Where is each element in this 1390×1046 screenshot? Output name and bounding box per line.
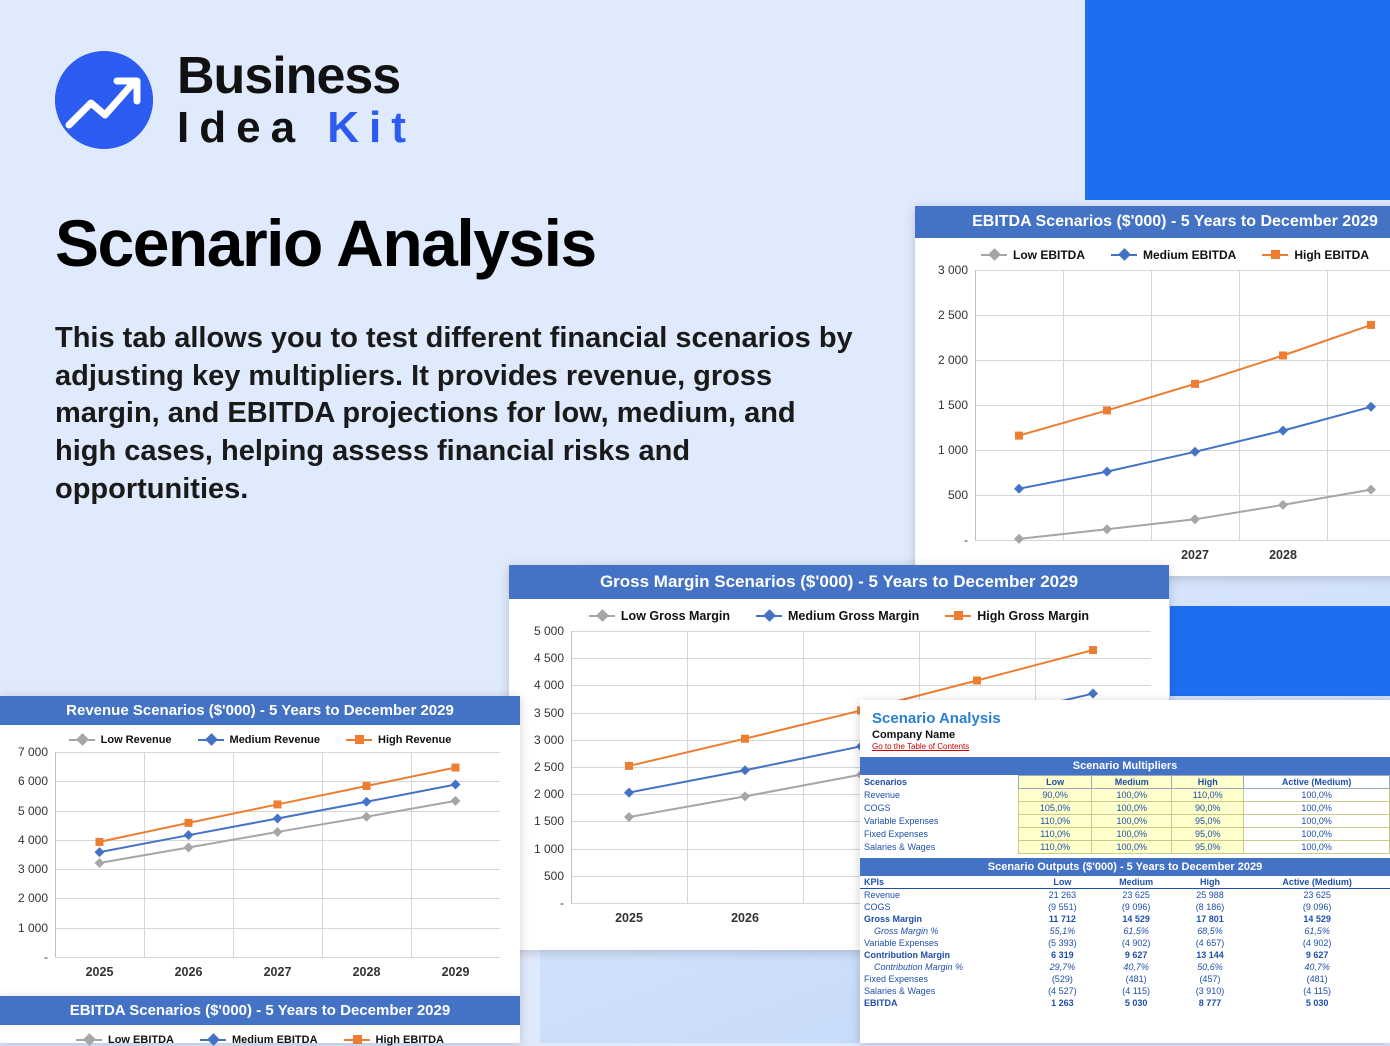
cell-low: 110,0%	[1019, 815, 1092, 828]
chart-plot-revenue	[17, 745, 500, 979]
cell-low: 1 263	[1051, 998, 1074, 1008]
legend-label-low: Low Gross Margin	[620, 609, 730, 623]
row-label: Contribution Margin %	[874, 962, 964, 972]
y-axis-tick-label: 1 500	[937, 398, 968, 412]
cell-active: 9 627	[1305, 950, 1329, 960]
row-label: Salaries & Wages	[864, 986, 936, 996]
cell-medium: (481)	[1125, 974, 1147, 984]
row-label: Fixed Expenses	[864, 829, 929, 839]
table-row	[860, 949, 1390, 961]
y-axis-tick-label: 500	[947, 488, 968, 502]
cell-medium: 100,0%	[1092, 789, 1172, 802]
y-axis-tick-label: 2 500	[533, 760, 564, 774]
cell-active: 14 529	[1303, 914, 1331, 924]
y-axis-tick-label: 3 500	[533, 705, 564, 720]
chart-series-layer	[55, 752, 500, 957]
cell-low: (5 393)	[1048, 938, 1077, 948]
row-label: Gross Margin %	[874, 926, 939, 936]
x-axis-tick-label: 2027	[1181, 548, 1209, 562]
chart-card-ebitda-large	[915, 206, 1390, 576]
cell-active: 23 625	[1303, 890, 1331, 900]
x-axis-tick-label: 2026	[731, 911, 759, 925]
cell-active: 100,0%	[1244, 841, 1390, 854]
x-axis-tick-label: 2028	[352, 965, 381, 979]
legend-swatch-medium	[200, 1039, 226, 1041]
legend-swatch-low	[981, 254, 1007, 256]
chart-plot-ebitda-large	[937, 263, 1390, 562]
table-row	[860, 828, 1390, 841]
y-axis-tick-label: 2 000	[937, 353, 968, 367]
chart-series-layer	[975, 270, 1390, 540]
multipliers-table	[860, 775, 1390, 854]
y-axis-tick-label: 3 000	[533, 732, 564, 747]
y-axis-tick-label: 6 000	[17, 774, 48, 789]
cell-active: (4 902)	[1302, 938, 1332, 948]
legend-label-low: Low EBITDA	[107, 1034, 174, 1046]
table-row	[860, 985, 1390, 997]
x-axis-tick-label: 2027	[263, 965, 292, 979]
chart-legend-ebitda-large	[915, 248, 1390, 262]
header-high: High	[1176, 876, 1245, 889]
cell-low: 21 263	[1048, 890, 1077, 900]
cell-active: (4 115)	[1303, 986, 1332, 996]
y-axis-tick-label: 4 000	[533, 678, 564, 693]
header-active: Active (Medium)	[1244, 776, 1390, 789]
legend-label-high: High Revenue	[378, 734, 452, 746]
cell-low: (4 527)	[1048, 986, 1077, 996]
cell-medium: (4 115)	[1122, 986, 1151, 996]
legend-item-low	[69, 734, 172, 746]
cell-low: 6 319	[1051, 950, 1074, 960]
y-axis-tick-label: 5 000	[533, 624, 564, 638]
cell-high: 95,0%	[1172, 815, 1244, 828]
legend-swatch-high	[344, 1039, 370, 1041]
y-axis-tick-label: 4 500	[533, 651, 564, 666]
legend-label-low: Low Revenue	[100, 734, 172, 746]
chart-card-revenue	[0, 696, 520, 996]
cell-low: 90,0%	[1019, 789, 1092, 802]
legend-label-low: Low EBITDA	[1012, 248, 1085, 262]
y-axis-tick-label: 7 000	[17, 745, 48, 759]
chart-legend-gross-margin	[509, 609, 1169, 623]
table-header-row	[860, 876, 1390, 889]
multipliers-band: Scenario Multipliers	[860, 757, 1390, 775]
y-axis-tick-label: 2 500	[937, 308, 968, 322]
chart-title-ebitda-large: EBITDA Scenarios ($'000) - 5 Years to December 2029	[915, 206, 1390, 238]
brand-name-line1: Business	[177, 47, 401, 105]
cell-high: (4 657)	[1195, 938, 1225, 948]
cell-medium: 5 030	[1124, 998, 1148, 1008]
y-axis-tick-label: 1 000	[533, 841, 564, 856]
brand-logo	[55, 47, 416, 152]
scenario-analysis-sheet	[860, 700, 1390, 1043]
cell-active: 5 030	[1305, 998, 1329, 1008]
legend-swatch-medium	[1111, 254, 1137, 256]
cell-active: 100,0%	[1244, 815, 1390, 828]
legend-item-medium	[1111, 248, 1236, 262]
x-axis-tick-label: 2028	[1269, 548, 1297, 562]
header-kpis: KPIs	[860, 876, 1028, 889]
legend-item-medium	[200, 1034, 318, 1046]
table-row	[860, 961, 1390, 973]
legend-item-high	[945, 609, 1089, 623]
chart-title-gross-margin: Gross Margin Scenarios ($'000) - 5 Years to December 2029	[509, 565, 1169, 599]
y-axis-tick-label: 500	[543, 868, 564, 883]
y-axis-tick-label: 2 000	[17, 891, 48, 906]
row-label: Variable Expenses	[864, 938, 939, 948]
header-medium: Medium	[1092, 776, 1172, 789]
table-row	[860, 802, 1390, 815]
cell-high: (8 186)	[1195, 902, 1225, 912]
cell-high: 8 777	[1198, 998, 1222, 1008]
cell-high: 50,6%	[1197, 962, 1223, 972]
x-axis-tick-label: 2025	[615, 911, 643, 925]
cell-low: 110,0%	[1019, 828, 1092, 841]
legend-item-medium	[198, 734, 320, 746]
y-axis-tick-label: -	[560, 896, 564, 910]
row-label: Gross Margin	[864, 914, 923, 924]
table-row	[860, 997, 1390, 1009]
legend-label-medium: Medium Revenue	[229, 734, 320, 746]
cell-low: 105,0%	[1019, 802, 1092, 815]
cell-high: 13 144	[1196, 950, 1224, 960]
legend-swatch-low	[69, 739, 95, 741]
sheet-company-name: Company Name	[872, 729, 956, 741]
brand-kit: Kit	[327, 103, 416, 152]
legend-swatch-medium	[198, 739, 224, 741]
table-row	[860, 815, 1390, 828]
cell-medium: 100,0%	[1092, 841, 1172, 854]
cell-high: 95,0%	[1172, 841, 1244, 854]
table-row	[860, 901, 1390, 913]
cell-medium: (4 902)	[1121, 938, 1151, 948]
legend-label-medium: Medium Gross Margin	[787, 609, 920, 623]
cell-medium: 61,5%	[1123, 926, 1149, 936]
cell-medium: 14 529	[1122, 914, 1150, 924]
x-axis-tick-label: 2026	[174, 965, 203, 979]
chart-legend-ebitda-small	[0, 1034, 520, 1046]
cell-active: 40,7%	[1304, 962, 1330, 972]
row-label: Fixed Expenses	[864, 974, 929, 984]
cell-medium: 23 625	[1122, 890, 1150, 900]
cell-medium: 40,7%	[1123, 962, 1149, 972]
header-medium: Medium	[1097, 876, 1176, 889]
legend-item-low	[76, 1034, 174, 1046]
x-axis-tick-label: 2025	[85, 965, 114, 979]
row-label: Revenue	[864, 890, 901, 900]
sheet-title: Scenario Analysis	[872, 710, 1001, 727]
header-low: Low	[1019, 776, 1092, 789]
y-axis-tick-label: -	[964, 533, 968, 547]
cell-medium: (9 096)	[1121, 902, 1151, 912]
page-title: Scenario Analysis	[55, 206, 596, 280]
y-axis-tick-label: 1 500	[533, 814, 564, 829]
legend-label-high: High EBITDA	[375, 1034, 444, 1046]
table-row	[860, 789, 1390, 802]
outputs-table	[860, 876, 1390, 1009]
legend-swatch-low	[76, 1039, 102, 1041]
y-axis-tick-label: 1 000	[17, 920, 48, 935]
y-axis-tick-label: 1 000	[937, 443, 968, 457]
header-low: Low	[1028, 876, 1097, 889]
table-header-row	[860, 776, 1390, 789]
growth-arrow-icon	[55, 51, 153, 149]
legend-item-low	[981, 248, 1085, 262]
legend-label-high: High Gross Margin	[977, 609, 1090, 623]
y-axis-tick-label: -	[44, 950, 48, 964]
decorative-blue-block-mid	[1170, 606, 1390, 696]
y-axis-tick-label: 2 000	[533, 787, 564, 802]
table-row	[860, 925, 1390, 937]
cell-low: 11 712	[1048, 914, 1076, 924]
cell-high: (3 910)	[1195, 986, 1225, 996]
cell-high: 17 801	[1196, 914, 1224, 924]
row-label: COGS	[864, 902, 891, 912]
chart-title-revenue: Revenue Scenarios ($'000) - 5 Years to December 2029	[0, 696, 520, 725]
cell-high: 68,5%	[1197, 926, 1223, 936]
cell-high: 90,0%	[1172, 802, 1244, 815]
gridline	[55, 957, 500, 958]
table-row	[860, 973, 1390, 985]
legend-swatch-low	[589, 615, 615, 617]
legend-swatch-high	[1262, 254, 1288, 256]
legend-item-high	[344, 1034, 444, 1046]
cell-low: (9 551)	[1048, 902, 1077, 912]
cell-medium: 9 627	[1124, 950, 1148, 960]
header-high: High	[1172, 776, 1244, 789]
chart-legend-revenue	[0, 734, 520, 746]
cell-high: 95,0%	[1172, 828, 1244, 841]
legend-item-medium	[756, 609, 919, 623]
cell-high: 25 988	[1196, 890, 1224, 900]
cell-medium: 100,0%	[1092, 828, 1172, 841]
cell-high: (457)	[1199, 974, 1221, 984]
y-axis-tick-label: 3 000	[937, 263, 968, 277]
legend-label-medium: Medium EBITDA	[231, 1034, 318, 1046]
row-label: Salaries & Wages	[864, 842, 936, 852]
cell-active: (481)	[1306, 974, 1328, 984]
chart-title-ebitda-small: EBITDA Scenarios ($'000) - 5 Years to December 2029	[0, 996, 520, 1025]
cell-low: 55,1%	[1049, 926, 1076, 936]
cell-low: (529)	[1051, 974, 1073, 984]
cell-low: 110,0%	[1019, 841, 1092, 854]
legend-item-high	[1262, 248, 1369, 262]
legend-item-high	[346, 734, 451, 746]
table-row	[860, 937, 1390, 949]
y-axis-tick-label: 3 000	[17, 862, 48, 877]
decorative-blue-block-top	[1085, 0, 1390, 200]
chart-card-ebitda-small	[0, 996, 520, 1046]
header-scenarios: Scenarios	[864, 777, 908, 787]
row-label: EBITDA	[864, 998, 898, 1008]
row-label: Contribution Margin	[864, 950, 950, 960]
legend-label-high: High EBITDA	[1294, 248, 1369, 262]
cell-low: 29,7%	[1049, 962, 1076, 972]
cell-active: (9 096)	[1302, 902, 1332, 912]
cell-active: 100,0%	[1244, 789, 1390, 802]
y-axis-tick-label: 5 000	[17, 803, 48, 818]
legend-label-medium: Medium EBITDA	[1142, 248, 1237, 262]
cell-active: 61,5%	[1304, 926, 1330, 936]
legend-swatch-medium	[756, 615, 782, 617]
table-of-contents-link[interactable]: Go to the Table of Contents	[872, 742, 970, 751]
legend-item-low	[589, 609, 730, 623]
x-axis-tick-label: 2029	[441, 965, 470, 979]
page-description: This tab allows you to test different financial scenarios by adjusting key multipliers. It provides revenue, gross margin, and EBITDA projections for low, medium, and high cases, helping assess financial risks and opportunities.	[55, 322, 853, 505]
y-axis-tick-label: 4 000	[17, 832, 48, 847]
row-label: Variable Expenses	[864, 816, 939, 826]
header-active: Active (Medium)	[1244, 876, 1390, 889]
legend-swatch-high	[346, 739, 372, 741]
brand-name-line2	[177, 103, 416, 152]
cell-medium: 100,0%	[1092, 815, 1172, 828]
cell-active: 100,0%	[1244, 828, 1390, 841]
table-row	[860, 913, 1390, 925]
outputs-band: Scenario Outputs ($'000) - 5 Years to December 2029	[860, 858, 1390, 876]
row-label: COGS	[864, 803, 891, 813]
legend-swatch-high	[945, 615, 971, 617]
cell-high: 110,0%	[1172, 789, 1244, 802]
cell-active: 100,0%	[1244, 802, 1390, 815]
table-row	[860, 889, 1390, 902]
cell-medium: 100,0%	[1092, 802, 1172, 815]
gridline	[975, 540, 1390, 541]
table-row	[860, 841, 1390, 854]
row-label: Revenue	[864, 790, 901, 800]
brand-idea: Idea	[177, 103, 328, 152]
